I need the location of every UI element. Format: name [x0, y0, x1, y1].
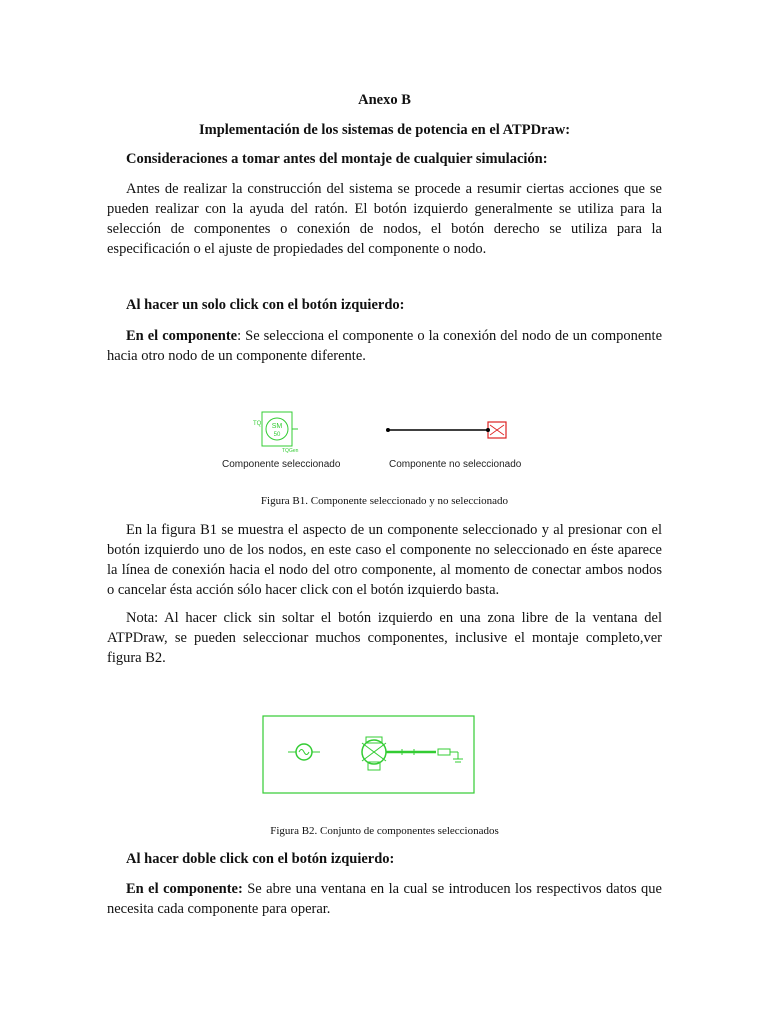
figure-b1-selected-component [248, 410, 328, 456]
sm-label: SM [271, 423, 283, 430]
single-click-text: : Se selecciona el componente o la conexión del nodo de un componente hacia otro nodo de un componente diferente. [107, 328, 663, 364]
main-title: Implementación de los sistemas de potencia en el ATPDraw: [198, 122, 571, 138]
figure-b2-caption: Figura B2. Conjunto de componentes seleccionados [270, 825, 499, 837]
single-click-heading: Al hacer un solo click con el botón izquierdo: [126, 297, 405, 313]
note-paragraph: Nota: Al hacer click sin soltar el botón izquierdo en una zona libre de la ventana del ATPDraw, se pueden seleccionar muchos componentes, inclusive el montaje completo,ver figura B2. [107, 610, 662, 666]
tq-gen-label: TQGen [282, 448, 299, 454]
figure-b2-selection-box [262, 715, 476, 795]
double-click-lead: En el componente: [126, 881, 243, 897]
double-click-heading: Al hacer doble click con el botón izquierdo: [126, 851, 395, 867]
intro-paragraph: Antes de realizar la construcción del sistema se procede a resumir ciertas acciones que se pueden realizar con la ayuda del ratón. El botón izquierdo generalmente se utiliza para la selección de componentes o conexión de nodos, el botón derecho se utiliza para la especificación o el ajuste de propiedades del componente o nodo. [107, 181, 662, 257]
sm-sub-label: 50 [273, 432, 281, 438]
considerations-heading: Consideraciones a tomar antes del montaje de cualquier simulación: [126, 151, 548, 167]
selected-component-label: Componente seleccionado [222, 459, 341, 470]
unselected-component-label: Componente no seleccionado [389, 459, 522, 470]
figure-b1-paragraph: En la figura B1 se muestra el aspecto de un componente seleccionado y al presionar con el botón izquierdo uno de los nodos, en este caso el componente no seleccionado en éste aparece la línea de conexión hacia el nodo del otro componente, al momento de conectar ambos nodos o cancelar ésta acción sólo hacer click con el botón izquierdo basta. [107, 522, 662, 598]
double-click-paragraph [107, 879, 662, 919]
figure-b1-unselected-component [384, 418, 508, 444]
figure-b1-caption: Figura B1. Componente seleccionado y no seleccionado [260, 495, 509, 507]
annex-title: Anexo B [358, 92, 411, 108]
tq-label: TQ [253, 421, 262, 427]
single-click-paragraph [107, 326, 662, 366]
single-click-lead: En el componente [126, 328, 238, 344]
double-click-text: Se abre una ventana en la cual se introducen los respectivos datos que necesita cada componente para operar. [107, 881, 662, 917]
